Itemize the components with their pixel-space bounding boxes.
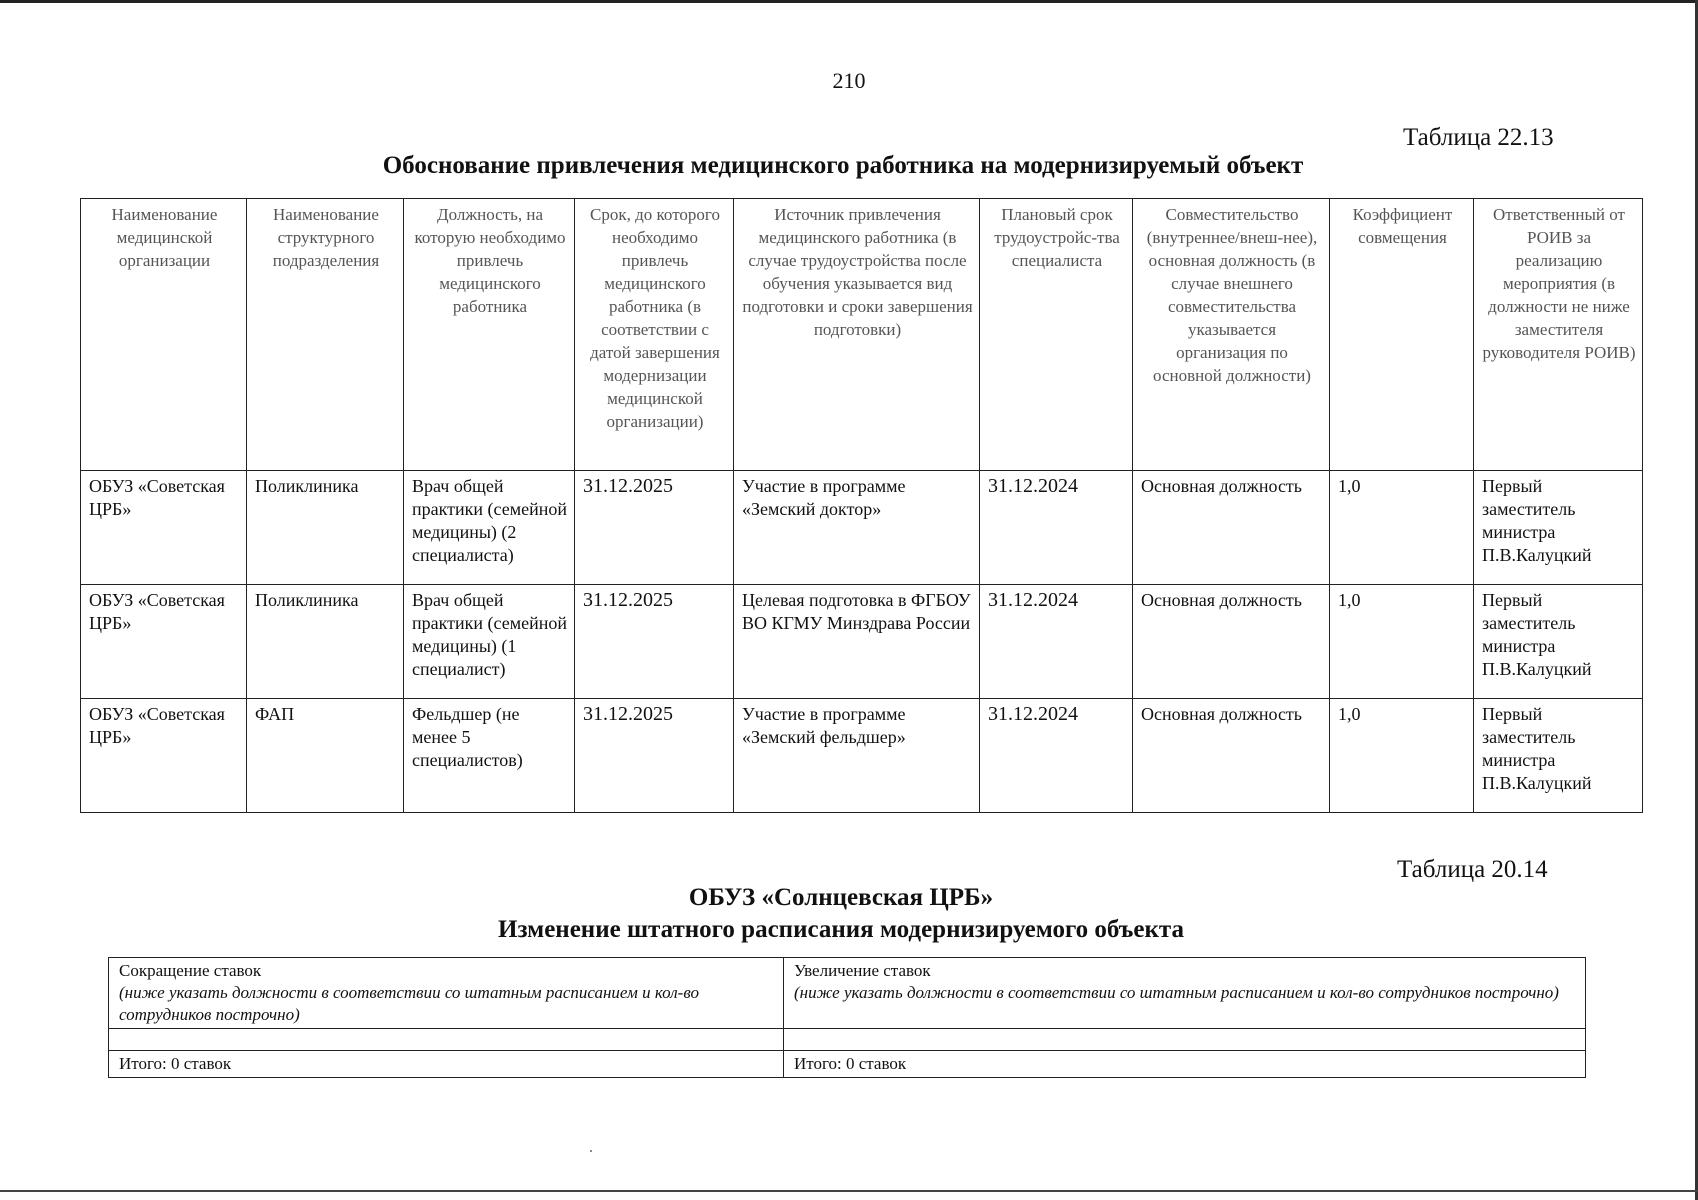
cell-source: Целевая подготовка в ФГБОУ ВО КГМУ Минздрава России	[734, 585, 980, 699]
cell-planned: 31.12.2024	[980, 585, 1133, 699]
cell-deadline: 31.12.2025	[575, 699, 734, 813]
cell-unit: Поликлиника	[247, 585, 404, 699]
table2-empty-row	[109, 1029, 1586, 1051]
cell-coef: 1,0	[1330, 585, 1474, 699]
header-planned: Плановый срок трудоустройс-тва специалиста	[980, 199, 1133, 471]
header-combination: Совместительство (внутреннее/внеш-нее), основная должность (в случае внешнего совместительства указывается организация по основной должности)	[1133, 199, 1330, 471]
reduction-header-cell	[109, 958, 784, 1029]
increase-header-cell	[784, 958, 1586, 1029]
table1-header-row	[81, 199, 1643, 471]
cell-source: Участие в программе «Земский фельдшер»	[734, 699, 980, 813]
cell-position: Врач общей практики (семейной медицины) (2 специалиста)	[404, 471, 575, 585]
table-row	[81, 585, 1643, 699]
cell-responsible: Первый заместитель министра П.В.Калуцкий	[1474, 699, 1643, 813]
justification-table	[80, 198, 1643, 813]
table2-number: Таблица 20.14	[1397, 856, 1548, 883]
reduction-empty-cell	[109, 1029, 784, 1051]
header-position: Должность, на которую необходимо привлечь медицинского работника	[404, 199, 575, 471]
reduction-total: Итого: 0 ставок	[109, 1051, 784, 1078]
cell-coef: 1,0	[1330, 699, 1474, 813]
scan-speck	[590, 1150, 592, 1152]
scan-frame-bottom	[0, 1190, 1698, 1192]
table1-number: Таблица 22.13	[1403, 124, 1554, 151]
increase-header: Увеличение ставок	[794, 961, 931, 980]
cell-position: Врач общей практики (семейной медицины) (1 специалист)	[404, 585, 575, 699]
cell-coef: 1,0	[1330, 471, 1474, 585]
increase-total: Итого: 0 ставок	[784, 1051, 1586, 1078]
increase-note: (ниже указать должности в соответствии со штатным расписанием и кол-во сотрудников построчно)	[794, 983, 1559, 1002]
increase-empty-cell	[784, 1029, 1586, 1051]
cell-deadline: 31.12.2025	[575, 471, 734, 585]
table-row	[81, 471, 1643, 585]
table2-header-row	[109, 958, 1586, 1029]
cell-planned: 31.12.2024	[980, 699, 1133, 813]
cell-responsible: Первый заместитель министра П.В.Калуцкий	[1474, 585, 1643, 699]
page-number: 210	[832, 68, 866, 93]
cell-combination: Основная должность	[1133, 585, 1330, 699]
table1-title: Обоснование привлечения медицинского работника на модернизируемый объект	[382, 152, 1304, 179]
cell-responsible: Первый заместитель министра П.В.Калуцкий	[1474, 471, 1643, 585]
staffing-change-table	[108, 957, 1586, 1078]
header-unit: Наименование структурного подразделения	[247, 199, 404, 471]
cell-planned: 31.12.2024	[980, 471, 1133, 585]
table2-total-row	[109, 1051, 1586, 1078]
cell-source: Участие в программе «Земский доктор»	[734, 471, 980, 585]
cell-unit: Поликлиника	[247, 471, 404, 585]
cell-combination: Основная должность	[1133, 699, 1330, 813]
cell-unit: ФАП	[247, 699, 404, 813]
cell-org: ОБУЗ «Советская ЦРБ»	[81, 699, 247, 813]
cell-org: ОБУЗ «Советская ЦРБ»	[81, 471, 247, 585]
cell-deadline: 31.12.2025	[575, 585, 734, 699]
header-deadline: Срок, до которого необходимо привлечь медицинского работника (в соответствии с датой завершения модернизации медицинской организации)	[575, 199, 734, 471]
header-source: Источник привлечения медицинского работника (в случае трудоустройства после обучения указывается вид подготовки и сроки завершения подготовки)	[734, 199, 980, 471]
header-responsible: Ответственный от РОИВ за реализацию мероприятия (в должности не ниже заместителя руководителя РОИВ)	[1474, 199, 1643, 471]
header-org: Наименование медицинской организации	[81, 199, 247, 471]
cell-org: ОБУЗ «Советская ЦРБ»	[81, 585, 247, 699]
scan-frame-top	[0, 0, 1698, 3]
cell-combination: Основная должность	[1133, 471, 1330, 585]
cell-position: Фельдшер (не менее 5 специалистов)	[404, 699, 575, 813]
table2-title: Изменение штатного расписания модернизируемого объекта	[498, 916, 1184, 943]
header-coef: Коэффициент совмещения	[1330, 199, 1474, 471]
reduction-note: (ниже указать должности в соответствии со штатным расписанием и кол-во сотрудников построчно)	[119, 983, 699, 1024]
reduction-header: Сокращение ставок	[119, 961, 262, 980]
table-row	[81, 699, 1643, 813]
table2-org-title: ОБУЗ «Солнцевская ЦРБ»	[688, 884, 994, 911]
